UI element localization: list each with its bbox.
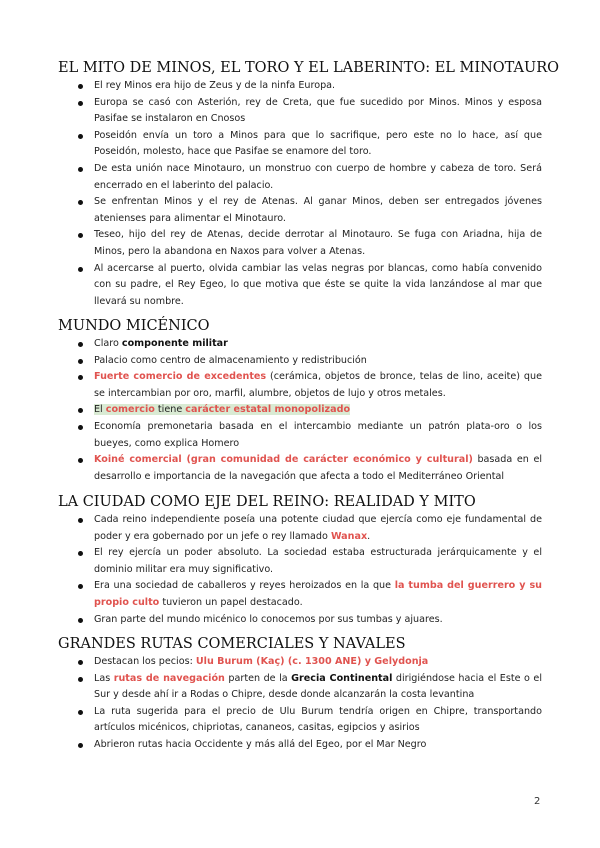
list-item [80, 671, 542, 704]
item-text: (cerámica, objetos de bronce, telas de lino, aceite) que se intercambian por oro, marfil, alumbre, objetos de lujo y otros metales. [94, 371, 542, 399]
highlight-text: Fuerte comercio de excedentes [94, 371, 267, 383]
item-text: dirigiéndose hacia el Este o el Sur y desde ahí ir a Rodas o Chipre, desde donde alcanzarán la costa levantina [94, 672, 542, 701]
list-item: Al acercarse al puerto, olvida cambiar las velas negras por blancas, como había convenido con su padre, el Rey Egeo, lo que motiva que éste se quite la vida lanzándose al mar que llevará su nombre. [80, 261, 542, 311]
section-title-micenico: MUNDO MICÉNICO [58, 318, 210, 334]
list-item [80, 512, 542, 545]
item-text: El [94, 404, 106, 416]
highlight-text: Ulu Burum (Kaç) (c. 1300 ANE) y Gelydonja [195, 656, 429, 667]
marked-span [94, 404, 350, 415]
list-item: El rey ejercía un poder absoluto. La sociedad estaba estructurada jerárquicamente y el dominio militar era muy significativo. [80, 545, 542, 578]
item-text: parten de la [224, 672, 292, 684]
page-number: 2 [534, 796, 541, 807]
list-item: Palacio como centro de almacenamiento y redistribución [80, 353, 542, 370]
list-item: El rey Minos era hijo de Zeus y de la ninfa Europa. [80, 78, 542, 95]
bold-text: componente militar [121, 338, 228, 349]
section-title-rutas: GRANDES RUTAS COMERCIALES Y NAVALES [58, 636, 406, 652]
item-text: Cada reino independiente poseía una potente ciudad que ejercía como eje fundamental de poder y era gobernado por un jefe o rey llamado [94, 514, 542, 542]
item-text: Las [94, 672, 114, 684]
list-item: Europa se casó con Asterión, rey de Creta, que fue sucedido por Minos. Minos y esposa Pasifae se instalaron en Cnosos [80, 95, 542, 128]
list-minos [80, 78, 542, 310]
list-item: La ruta sugerida para el precio de Ulu Burum tendría origen en Chipre, transportando artículos micénicos, chipriotas, cananeos, casitas, egipcios y asirios [80, 704, 542, 737]
item-text: Era una sociedad de caballeros y reyes heroizados en la que [94, 580, 395, 592]
list-item: Se enfrentan Minos y el rey de Atenas. Al ganar Minos, deben ser entregados jóvenes atenienses para alimentar el Minotauro. [80, 194, 542, 227]
list-item: Poseidón envía un toro a Minos para que lo sacrifique, pero este no lo hace, así que Poseidón, molesto, hace que Pasifae se enamore del toro. [80, 128, 542, 161]
list-item: Teseo, hijo del rey de Atenas, decide derrotar al Minotauro. Se fuga con Ariadna, hija de Minos, pero la abandona en Naxos para volver a Atenas. [80, 227, 542, 260]
list-rutas [80, 654, 542, 754]
item-text: tiene [154, 404, 186, 416]
highlight-text: comercio [105, 404, 155, 416]
section-title-ciudad: LA CIUDAD COMO EJE DEL REINO: REALIDAD Y MITO [58, 494, 476, 510]
highlight-text: rutas de navegación [113, 672, 225, 684]
list-item [80, 578, 542, 611]
list-item: Economía premonetaria basada en el intercambio mediante un patrón plata-oro o los bueyes, como explica Homero [80, 419, 542, 452]
list-item [80, 369, 542, 402]
highlight-text: la tumba del guerrero y su propio culto [94, 580, 543, 608]
item-text: Destacan los pecios: [94, 656, 196, 667]
list-micenico [80, 336, 542, 485]
list-item [80, 654, 542, 671]
item-text: basada en el desarrollo e importancia de la navegación que afecta a todo el Mediterráneo Oriental [94, 454, 543, 482]
list-item [80, 452, 542, 485]
list-item [80, 402, 542, 419]
item-text: tuvieron un papel destacado. [159, 596, 303, 608]
highlight-text: carácter estatal monopolizado [185, 404, 351, 416]
item-text: Claro [94, 338, 122, 349]
list-item: Abrieron rutas hacia Occidente y más allá del Egeo, por el Mar Negro [80, 737, 542, 754]
highlight-text: Wanax [330, 530, 368, 542]
section-title-minos: EL MITO DE MINOS, EL TORO Y EL LABERINTO: EL MINOTAURO [58, 60, 560, 76]
bold-text: Grecia Continental [291, 672, 393, 684]
list-ciudad [80, 512, 542, 628]
list-item: De esta unión nace Minotauro, un monstruo con cuerpo de hombre y cabeza de toro. Será encerrado en el laberinto del palacio. [80, 161, 542, 194]
item-text: . [367, 530, 371, 542]
list-item [80, 336, 542, 353]
list-item: Gran parte del mundo micénico lo conocemos por sus tumbas y ajuares. [80, 612, 542, 629]
highlight-text: Koiné comercial (gran comunidad de carácter económico y cultural) [94, 454, 473, 466]
